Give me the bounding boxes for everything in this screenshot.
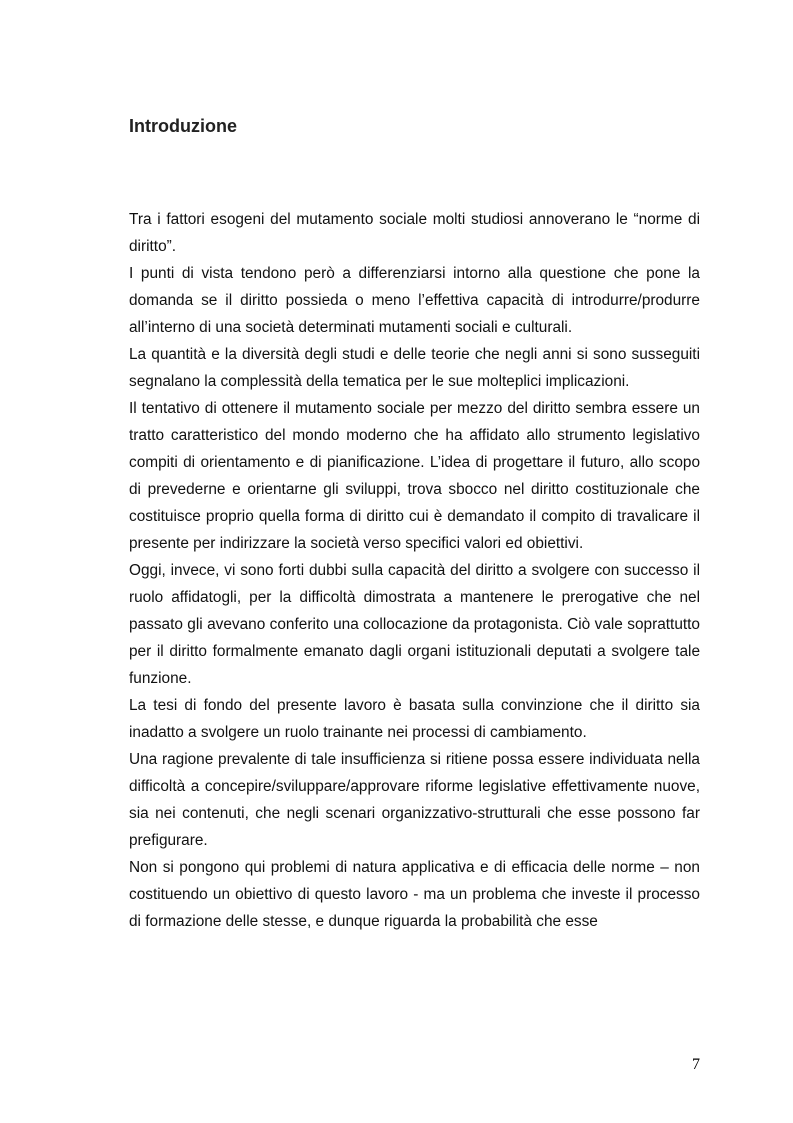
paragraph: La quantità e la diversità degli studi e delle teorie che negli anni si sono susseguiti segnalano la complessità della tematica per le sue molteplici implicazioni.: [129, 346, 700, 390]
paragraph: Non si pongono qui problemi di natura applicativa e di efficacia delle norme – non costituendo un obiettivo di questo lavoro - ma un problema che investe il processo di formazione delle stesse, e dunque riguarda la probabilità che esse: [129, 859, 700, 930]
paragraph: Tra i fattori esogeni del mutamento sociale molti studiosi annoverano le “norme di diritto”.: [129, 211, 700, 255]
paragraph: Il tentativo di ottenere il mutamento sociale per mezzo del diritto sembra essere un tratto caratteristico del mondo moderno che ha affidato allo strumento legislativo compiti di orientamento e di pianificazione. L’idea di progettare il futuro, allo scopo di prevederne e orientarne gli sviluppi, trova sbocco nel diritto costituzionale che costituisce proprio quella forma di diritto cui è demandato il compito di travalicare il presente per indirizzare la società verso specifici valori ed obiettivi.: [129, 400, 700, 552]
section-heading: Introduzione: [129, 116, 237, 136]
body-text: [129, 206, 700, 935]
paragraph: I punti di vista tendono però a differenziarsi intorno alla questione che pone la domanda se il diritto possieda o meno l’effettiva capacità di introdurre/produrre all’interno di una società determinati mutamenti sociali e culturali.: [129, 265, 700, 336]
paragraph: La tesi di fondo del presente lavoro è basata sulla convinzione che il diritto sia inadatto a svolgere un ruolo trainante nei processi di cambiamento.: [129, 697, 700, 741]
paragraph: Oggi, invece, vi sono forti dubbi sulla capacità del diritto a svolgere con successo il ruolo affidatogli, per la difficoltà dimostrata a mantenere le prerogative che nel passato gli avevano conferito una collocazione da protagonista. Ciò vale soprattutto per il diritto formalmente emanato dagli organi istituzionali deputati a svolgere tale funzione.: [129, 562, 700, 687]
paragraph: Una ragione prevalente di tale insufficienza si ritiene possa essere individuata nella difficoltà a concepire/sviluppare/approvare riforme legislative effettivamente nuove, sia nei contenuti, che negli scenari organizzativo-strutturali che esse possono far prefigurare.: [129, 751, 700, 849]
page-number: 7: [692, 1056, 700, 1073]
